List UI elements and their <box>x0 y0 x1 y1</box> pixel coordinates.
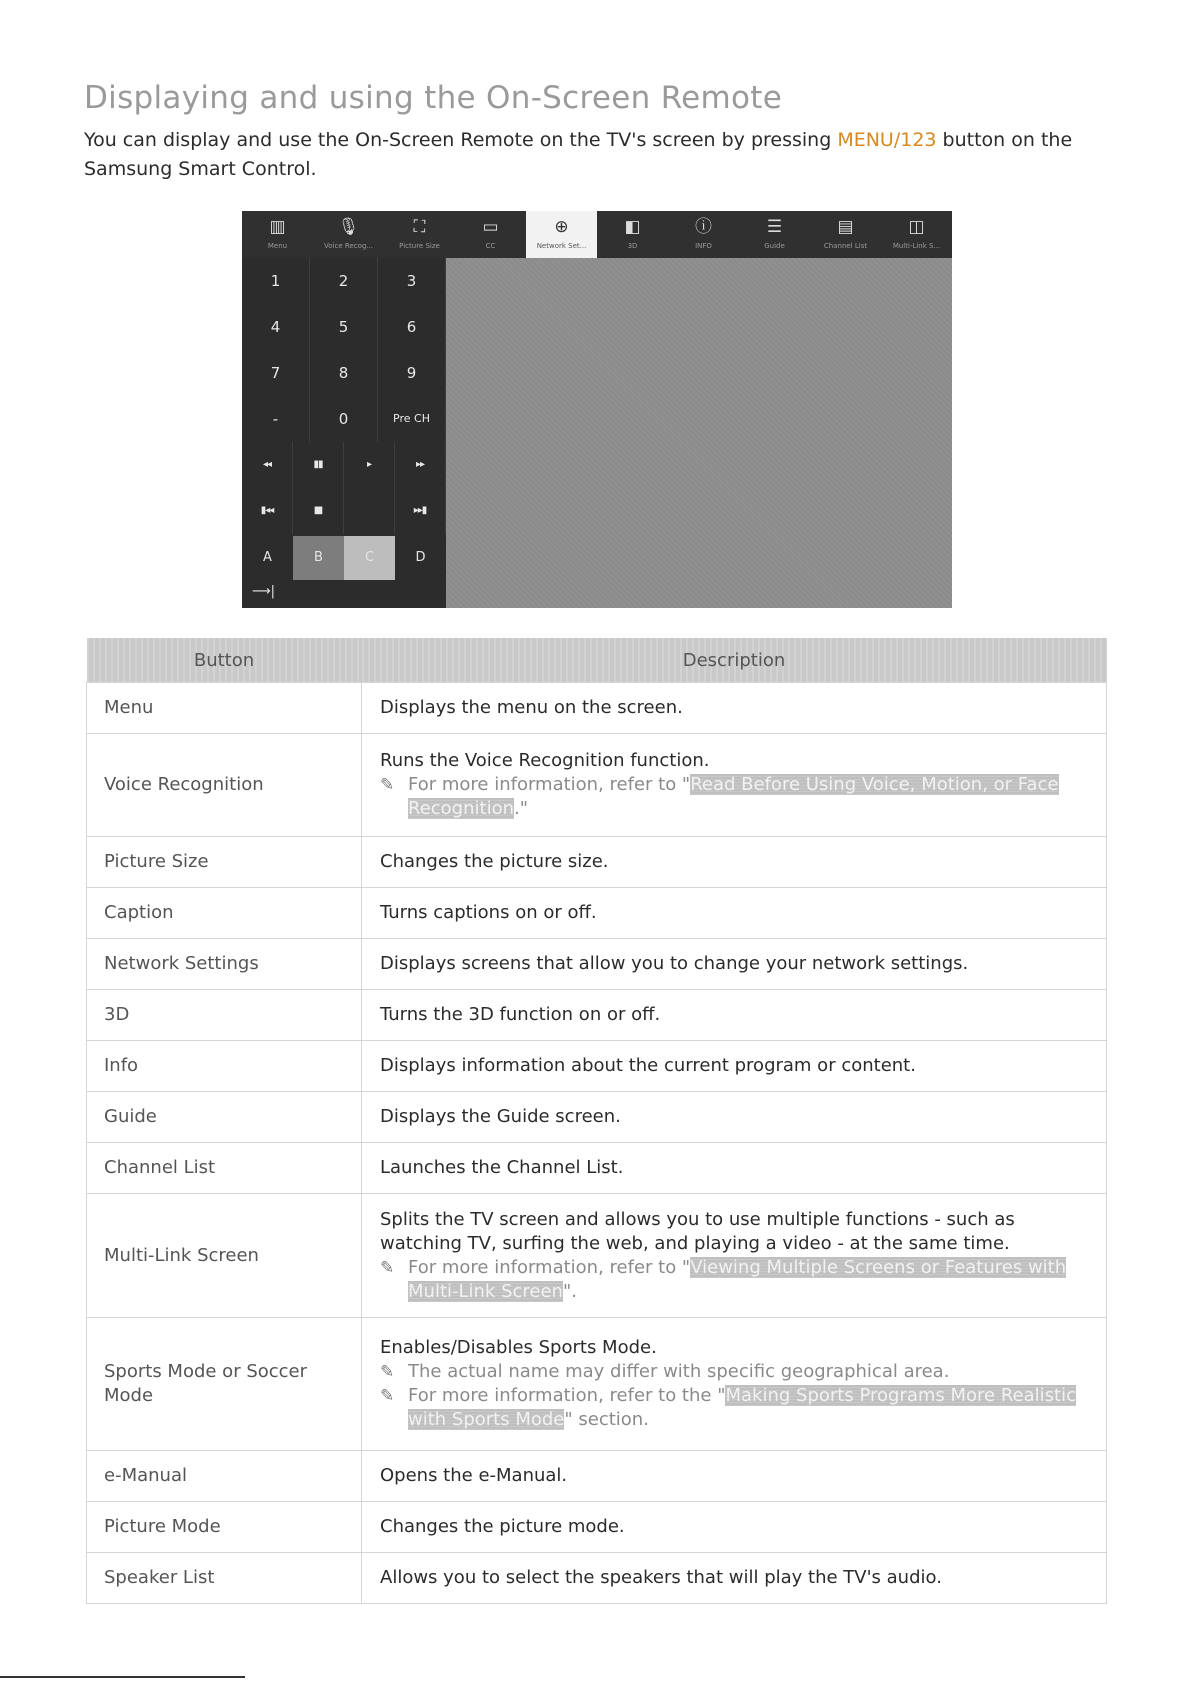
note-text-end: " section. <box>564 1409 649 1430</box>
keypad-key[interactable]: 4 <box>242 304 310 350</box>
note-text-start: The actual name may differ with specific geographical area. <box>408 1361 950 1382</box>
remote-topbar-label: Network Set... <box>536 242 587 250</box>
table-row <box>87 683 1107 734</box>
table-row <box>87 1143 1107 1194</box>
keypad-key[interactable]: 6 <box>378 304 446 350</box>
note-text <box>380 1384 1096 1432</box>
row-button-name: Info <box>87 1041 362 1092</box>
description-text: Enables/Disables Sports Mode. <box>380 1337 657 1358</box>
remote-topbar-item[interactable] <box>881 211 952 258</box>
row-button-name: Speaker List <box>87 1553 362 1604</box>
keypad-key[interactable]: 5 <box>310 304 378 350</box>
row-description <box>362 888 1107 939</box>
color-key-d[interactable]: D <box>395 536 446 580</box>
note-text <box>380 1360 1096 1384</box>
row-button-name: Multi-Link Screen <box>87 1194 362 1318</box>
keypad-row <box>242 442 446 488</box>
exit-key[interactable]: ⟶| <box>252 584 276 599</box>
keypad-key[interactable]: ▸▸ <box>395 442 446 488</box>
row-description <box>362 1553 1107 1604</box>
row-button-name: Voice Recognition <box>87 734 362 837</box>
description-text: Opens the e-Manual. <box>380 1465 568 1486</box>
remote-keypad <box>242 258 446 608</box>
table-row <box>87 939 1107 990</box>
picture-size-icon: ⛶ <box>413 217 426 237</box>
description-text: Displays the menu on the screen. <box>380 697 683 718</box>
remote-topbar-item[interactable] <box>810 211 881 258</box>
row-description <box>362 990 1107 1041</box>
table-row <box>87 1194 1107 1318</box>
row-description <box>362 1502 1107 1553</box>
table-body <box>87 683 1107 1604</box>
multi-link-icon: ◫ <box>908 217 925 237</box>
remote-topbar-label: Picture Size <box>399 242 440 250</box>
microphone-icon: 🎙 <box>337 217 360 237</box>
row-description <box>362 1041 1107 1092</box>
caption-icon: ▭ <box>482 217 499 237</box>
remote-topbar-label: Voice Recog... <box>324 242 373 250</box>
intro-text-start: You can display and use the On-Screen Remote on the TV's screen by pressing <box>84 129 838 151</box>
color-keys-row <box>242 536 446 580</box>
keypad-key[interactable]: ■ <box>293 488 344 534</box>
row-button-name: Channel List <box>87 1143 362 1194</box>
remote-topbar-item[interactable] <box>455 211 526 258</box>
pencil-icon: ✎ <box>380 1386 395 1406</box>
keypad-row <box>242 258 446 304</box>
row-button-name: Caption <box>87 888 362 939</box>
remote-topbar-label: Menu <box>267 242 288 250</box>
remote-topbar-label: INFO <box>695 242 712 250</box>
table-row <box>87 888 1107 939</box>
remote-topbar-label: CC <box>485 242 496 250</box>
table-row <box>87 1553 1107 1604</box>
table-row <box>87 1451 1107 1502</box>
keypad-key[interactable]: - <box>242 396 310 442</box>
row-button-name: Sports Mode or Soccer Mode <box>87 1318 362 1451</box>
row-description <box>362 683 1107 734</box>
row-description <box>362 939 1107 990</box>
description-text: Displays the Guide screen. <box>380 1106 621 1127</box>
remote-topbar-item[interactable] <box>242 211 313 258</box>
row-button-name: Picture Size <box>87 837 362 888</box>
row-description <box>362 1318 1107 1451</box>
color-key-b[interactable]: B <box>293 536 344 580</box>
row-button-name: e-Manual <box>87 1451 362 1502</box>
row-description <box>362 734 1107 837</box>
keypad-key[interactable]: ▸ <box>344 442 395 488</box>
on-screen-remote-figure <box>242 211 952 608</box>
description-text: Splits the TV screen and allows you to use multiple functions - such as watching TV, surfing the web, and playing a video - at the same time. <box>380 1208 1015 1254</box>
row-description <box>362 1143 1107 1194</box>
description-text: Displays screens that allow you to change your network settings. <box>380 953 969 974</box>
pencil-icon: ✎ <box>380 775 395 795</box>
remote-topbar-label: 3D <box>627 242 638 250</box>
table-row <box>87 837 1107 888</box>
keypad-key[interactable]: Pre CH <box>378 396 446 442</box>
cross-reference-link[interactable]: Read Before Using Voice, Motion, or Face Recognition <box>408 774 1059 819</box>
description-text: Displays information about the current program or content. <box>380 1055 916 1076</box>
pencil-icon: ✎ <box>380 1362 395 1382</box>
row-button-name: 3D <box>87 990 362 1041</box>
description-text: Turns the 3D function on or off. <box>380 1004 661 1025</box>
remote-topbar-item[interactable] <box>313 211 384 258</box>
header-button: Button <box>87 638 362 683</box>
remote-topbar-item[interactable] <box>739 211 810 258</box>
keypad-key[interactable]: 1 <box>242 258 310 304</box>
row-description <box>362 1451 1107 1502</box>
note-text-start: For more information, refer to " <box>408 774 691 795</box>
header-description: Description <box>362 638 1107 683</box>
description-text: Runs the Voice Recognition function. <box>380 750 710 771</box>
remote-topbar <box>242 211 952 258</box>
table-row <box>87 1092 1107 1143</box>
channel-list-icon: ▤ <box>837 217 854 237</box>
3d-icon: ◧ <box>624 217 641 237</box>
note-text <box>380 773 1096 821</box>
keypad-key[interactable]: 9 <box>378 350 446 396</box>
table-row <box>87 1041 1107 1092</box>
note-text-start: For more information, refer to " <box>408 1256 691 1278</box>
table-header-row <box>87 638 1107 683</box>
row-description <box>362 1092 1107 1143</box>
description-text: Turns captions on or off. <box>380 902 597 923</box>
description-text: Changes the picture size. <box>380 851 609 872</box>
keypad-key[interactable] <box>344 488 395 534</box>
cross-reference-link[interactable]: Making Sports Programs More Realistic with Sports Mode <box>408 1385 1076 1430</box>
row-button-name: Network Settings <box>87 939 362 990</box>
keypad-key[interactable]: 7 <box>242 350 310 396</box>
table-row <box>87 1318 1107 1451</box>
description-text: Changes the picture mode. <box>380 1516 625 1537</box>
row-description <box>362 1194 1107 1318</box>
button-description-table <box>86 638 1107 1604</box>
keypad-key[interactable]: ▮◂◂ <box>242 488 293 534</box>
description-text: Allows you to select the speakers that will play the TV's audio. <box>380 1567 942 1588</box>
keypad-key[interactable]: ◂◂ <box>242 442 293 488</box>
remote-topbar-item[interactable] <box>668 211 739 258</box>
keypad-row <box>242 350 446 396</box>
row-button-name: Menu <box>87 683 362 734</box>
footer-rule <box>0 1676 245 1678</box>
note-text <box>380 1256 1096 1304</box>
intro-text-end: button on the Samsung Smart Control. <box>84 129 1073 180</box>
table-row <box>87 1502 1107 1553</box>
row-description <box>362 837 1107 888</box>
pencil-icon: ✎ <box>380 1257 395 1278</box>
note-text-end: ." <box>514 798 529 819</box>
keypad-key[interactable]: 2 <box>310 258 378 304</box>
keypad-key[interactable]: ▸▸▮ <box>395 488 446 534</box>
remote-topbar-item[interactable] <box>597 211 668 258</box>
keypad-key[interactable]: ▮▮ <box>293 442 344 488</box>
keypad-row <box>242 488 446 534</box>
remote-topbar-item[interactable] <box>526 211 597 258</box>
note-text-start: For more information, refer to the " <box>408 1385 726 1406</box>
intro-paragraph <box>84 126 1104 184</box>
table-row <box>87 990 1107 1041</box>
keypad-key[interactable]: 8 <box>310 350 378 396</box>
note-text-end: ". <box>562 1280 577 1302</box>
color-key-a[interactable]: A <box>242 536 293 580</box>
page-title: Displaying and using the On-Screen Remote <box>84 80 783 116</box>
keypad-key[interactable]: 3 <box>378 258 446 304</box>
menu-icon: ▥ <box>269 217 286 237</box>
menu-123-highlight: MENU/123 <box>837 129 937 151</box>
remote-topbar-label: Channel List <box>823 242 868 250</box>
remote-topbar-item[interactable] <box>384 211 455 258</box>
keypad-row <box>242 396 446 442</box>
keypad-key[interactable]: 0 <box>310 396 378 442</box>
description-text: Launches the Channel List. <box>380 1157 624 1178</box>
guide-icon: ☰ <box>766 217 783 237</box>
table-row <box>87 734 1107 837</box>
remote-topbar-label: Guide <box>764 242 785 250</box>
color-key-c[interactable]: C <box>344 536 395 580</box>
cross-reference-link[interactable]: Viewing Multiple Screens or Features with Multi-Link Screen <box>408 1256 1067 1302</box>
row-button-name: Picture Mode <box>87 1502 362 1553</box>
globe-icon: ⊕ <box>554 217 569 237</box>
row-button-name: Guide <box>87 1092 362 1143</box>
keypad-row <box>242 304 446 350</box>
remote-topbar-label: Multi-Link S... <box>892 242 941 250</box>
info-icon: ⓘ <box>695 217 712 237</box>
